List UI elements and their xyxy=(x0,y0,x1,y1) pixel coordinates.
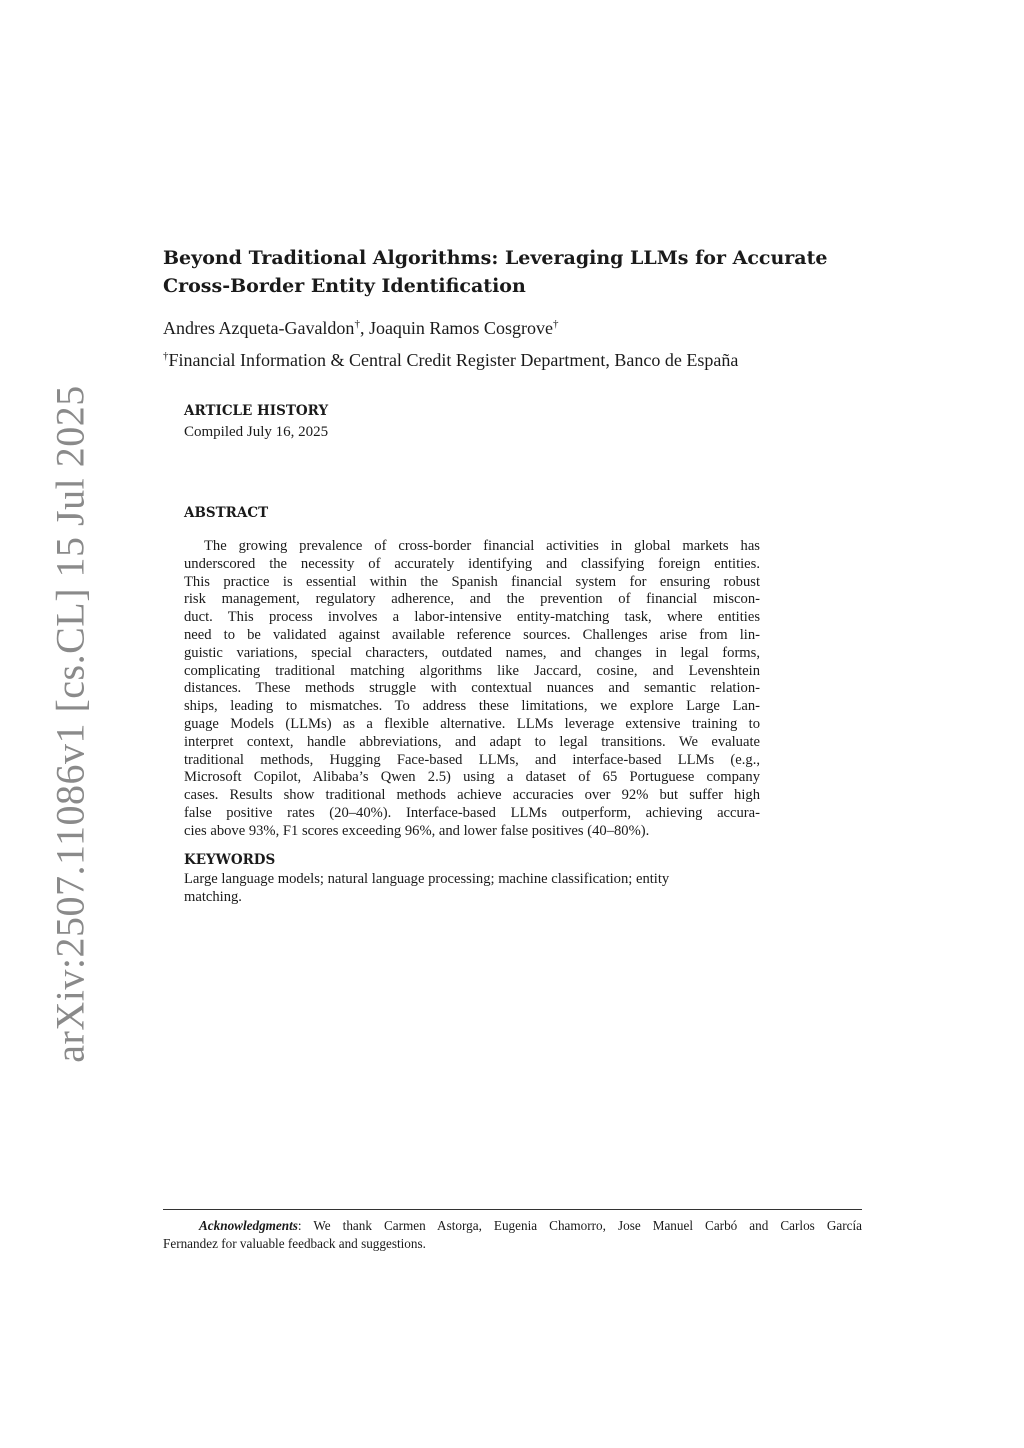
compiled-date: Compiled July 16, 2025 xyxy=(184,424,329,440)
abstract-line: need to be validated against available reference sources. Challenges arise from lin- xyxy=(184,626,760,643)
footnote-line: Fernandez for valuable feedback and suggestions. xyxy=(163,1236,426,1251)
acknowledgments-footnote xyxy=(163,1217,862,1253)
keywords-list xyxy=(184,871,760,907)
abstract-line: complicating traditional matching algorithms like Jaccard, cosine, and Levenshtein xyxy=(184,662,760,679)
paper-title-line-1: Beyond Traditional Algorithms: Leveraging LLMs for Accurate xyxy=(163,247,828,269)
abstract-line: The growing prevalence of cross-border financial activities in global markets has xyxy=(204,538,760,554)
abstract-line: guage Models (LLMs) as a flexible alternative. LLMs leverage extensive training to xyxy=(184,715,760,732)
abstract-line: ships, leading to mismatches. To address these limitations, we explore Large Lan- xyxy=(184,698,760,715)
affiliation xyxy=(163,350,738,371)
author-list xyxy=(163,318,558,339)
abstract-body xyxy=(184,538,760,841)
keywords-line: matching. xyxy=(184,888,242,905)
abstract-line: risk management, regulatory adherence, and the prevention of financial miscon- xyxy=(184,591,760,608)
abstract-line: underscored the necessity of accurately identifying and classifying foreign entities. xyxy=(184,555,760,572)
abstract-line: distances. These methods struggle with contextual nuances and semantic relation- xyxy=(184,680,760,697)
paper-title-line-2: Cross-Border Entity Identification xyxy=(163,275,526,297)
author-name-2: Joaquin Ramos Cosgrove xyxy=(368,318,553,338)
article-history-heading: ARTICLE HISTORY xyxy=(184,403,329,419)
paper-title xyxy=(163,244,853,300)
author-name-1: Andres Azqueta-Gavaldon xyxy=(163,318,355,338)
acknowledgments-label: Acknowledgments xyxy=(199,1218,298,1233)
keywords-heading: KEYWORDS xyxy=(184,852,276,868)
affiliation-mark: † xyxy=(163,350,169,362)
abstract-line: cases. Results show traditional methods achieve accuracies over 92% but suffer high xyxy=(184,787,760,804)
footnote-line xyxy=(163,1217,862,1235)
footnote-divider xyxy=(163,1209,862,1210)
author-2-affiliation-mark: † xyxy=(552,318,559,330)
author-separator: , xyxy=(359,318,369,338)
affiliation-text: Financial Information & Central Credit Register Department, Banco de España xyxy=(168,350,739,370)
abstract-line: Microsoft Copilot, Alibaba’s Qwen 2.5) using a dataset of 65 Portuguese company xyxy=(184,769,760,786)
abstract-line: guistic variations, special characters, outdated names, and changes in legal forms, xyxy=(184,644,760,661)
abstract-line: interpret context, handle abbreviations, and adapt to legal transitions. We evaluate xyxy=(184,733,760,750)
abstract-line: traditional methods, Hugging Face-based LLMs, and interface-based LLMs (e.g., xyxy=(184,751,760,768)
arxiv-identifier-stamp: arXiv:2507.11086v1 [cs.CL] 15 Jul 2025 xyxy=(47,385,93,1063)
abstract-line: duct. This process involves a labor-intensive entity-matching task, where entities xyxy=(184,609,760,626)
abstract-line: false positive rates (20–40%). Interface-based LLMs outperform, achieving accura- xyxy=(184,804,760,821)
acknowledgments-text: : We thank Carmen Astorga, Eugenia Chamorro, Jose Manuel Carbó and Carlos García xyxy=(297,1218,862,1233)
abstract-line: This practice is essential within the Spanish financial system for ensuring robust xyxy=(184,573,760,590)
abstract-heading: ABSTRACT xyxy=(184,505,269,521)
keywords-line: Large language models; natural language processing; machine classification; entity xyxy=(184,871,670,887)
author-1-affiliation-mark: † xyxy=(354,318,360,330)
abstract-line: cies above 93%, F1 scores exceeding 96%, and lower false positives (40–80%). xyxy=(184,822,650,839)
